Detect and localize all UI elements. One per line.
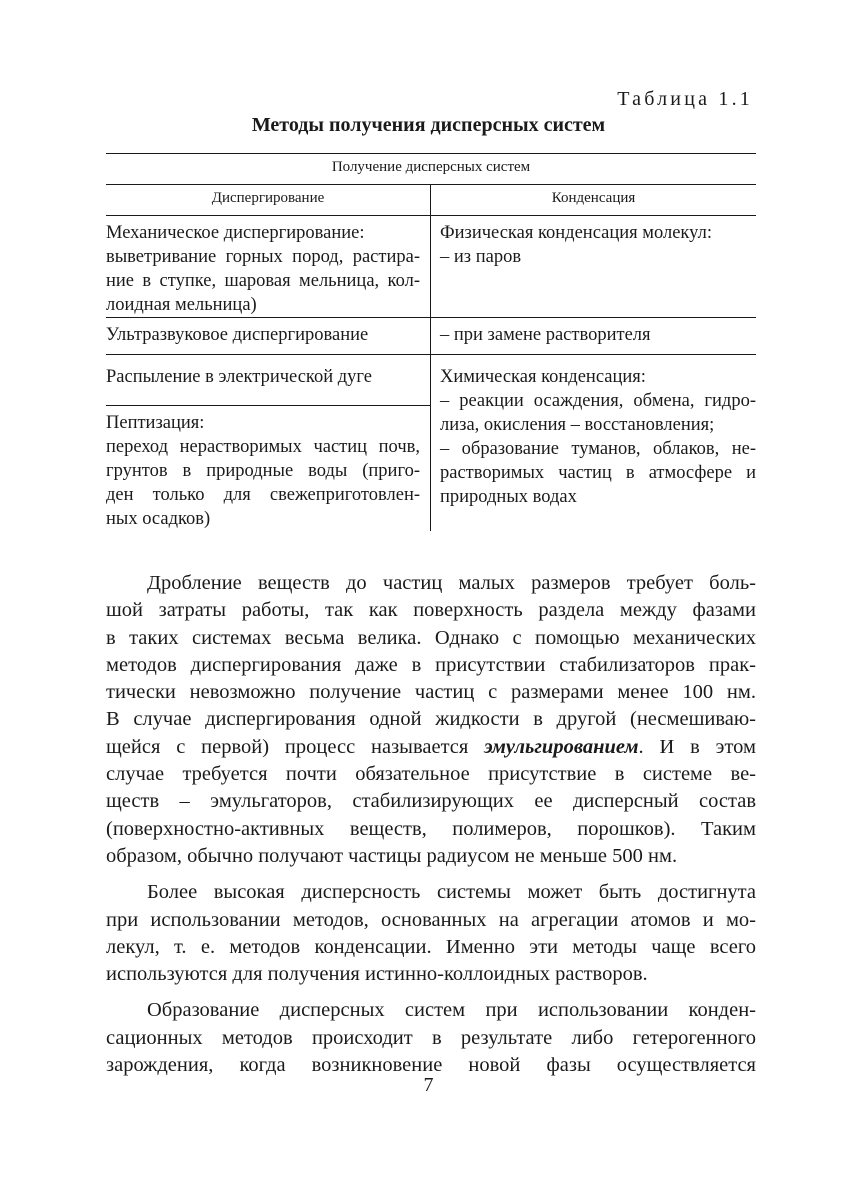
cell-line: Механическое диспергирование:	[106, 223, 365, 243]
text-line: В случае диспергирования одной жидкости в другой (несмешиваю-	[106, 708, 756, 731]
page-number: 7	[423, 1074, 434, 1096]
emphasized-term: эмульгированием	[484, 735, 639, 758]
text-line	[106, 734, 756, 761]
cell-line: Распыление в электрической дуге	[106, 367, 372, 387]
column-header-condensation: Конденсация	[551, 190, 636, 206]
cell-solvent-replacement	[440, 323, 756, 347]
text-line: образом, обычно получают частицы радиусом не меньше 500 нм.	[106, 844, 678, 867]
cell-peptization	[106, 411, 420, 531]
cell-line: Химическая конденсация:	[440, 367, 646, 387]
cell-line: Пептизация:	[106, 413, 205, 433]
cell-line: ние в ступке, шаровая мельница, кол-	[106, 271, 420, 291]
row-rule-1	[106, 317, 756, 318]
cell-mechanical-dispersion	[106, 221, 420, 317]
cell-ultrasonic-dispersion	[106, 323, 420, 347]
cell-line: Физическая конденсация молекул:	[440, 223, 712, 243]
cell-line: – реакции осаждения, обмена, гидро-	[440, 391, 756, 411]
text-line: Образование дисперсных систем при использовании конден-	[147, 999, 756, 1022]
cell-line: растворимых частиц в атмосфере и	[440, 463, 756, 483]
text-line: сационных методов происходит в результате либо гетерогенного	[106, 1026, 756, 1049]
table-top-rule	[106, 153, 756, 154]
cell-line: природных водах	[440, 487, 577, 507]
cell-arc-spraying	[106, 365, 420, 389]
table-header-main: Получение дисперсных систем	[331, 159, 531, 175]
cell-line: грунтов в природные воды (приго-	[106, 461, 420, 481]
header-rule	[106, 184, 756, 185]
paragraph-1	[106, 570, 756, 870]
text-line: Дробление веществ до частиц малых размеров требует боль-	[147, 572, 756, 594]
cell-line: лиза, окисления – восстановления;	[440, 415, 715, 435]
text-line: зарождения, когда возникновение новой фазы осуществляется	[106, 1054, 756, 1077]
text-line: в таких системах весьма велика. Однако с помощью механических	[106, 626, 756, 649]
cell-line: лоидная мельница)	[106, 295, 257, 315]
cell-line: – образование туманов, облаков, не-	[440, 439, 756, 459]
cell-line: – при замене растворителя	[440, 325, 651, 345]
row-rule-3	[106, 405, 430, 406]
text-line: тически невозможно получение частиц с размерами менее 100 нм.	[106, 681, 756, 704]
column-header-dispersion: Диспергирование	[211, 190, 325, 206]
cell-chemical-condensation	[440, 365, 756, 509]
cell-line: выветривание горных пород, растира-	[106, 247, 420, 267]
cell-line: переход нерастворимых частиц почв,	[106, 437, 420, 457]
text-fragment: щейся с первой) процесс называется	[106, 735, 485, 758]
text-fragment: . И в этом	[638, 735, 756, 758]
row-rule-2	[106, 354, 756, 355]
table-label: Таблица 1.1	[617, 88, 753, 110]
methods-table	[106, 153, 756, 531]
cell-line: Ультразвуковое диспергирование	[106, 325, 369, 345]
cell-physical-condensation	[440, 221, 756, 269]
table-title: Методы получения дисперсных систем	[251, 114, 606, 136]
text-line: Более высокая дисперсность системы может быть достигнута	[147, 881, 756, 904]
paragraph-2	[106, 879, 756, 988]
text-line: (поверхностно-активных веществ, полимеров, порошков). Таким	[106, 817, 756, 840]
text-line: используются для получения истинно-коллоидных растворов.	[106, 963, 648, 986]
cell-line: ден только для свежеприготовлен-	[106, 485, 420, 505]
text-line: при использовании методов, основанных на агрегации атомов и мо-	[106, 908, 756, 931]
body-text	[106, 570, 756, 1079]
text-line: случае требуется почти обязательное присутствие в системе ве-	[106, 763, 756, 786]
subheader-rule	[106, 215, 756, 216]
text-line: ществ – эмульгаторов, стабилизирующих ее дисперсный состав	[106, 790, 756, 813]
cell-line: ных осадков)	[106, 509, 211, 529]
text-line: шой затраты работы, так как поверхность раздела между фазами	[106, 599, 756, 622]
text-line: методов диспергирования даже в присутствии стабилизаторов прак-	[106, 653, 756, 676]
text-line: лекул, т. е. методов конденсации. Именно эти методы чаще всего	[106, 935, 756, 958]
paragraph-3	[106, 997, 756, 1079]
cell-line: – из паров	[440, 247, 522, 267]
column-divider	[430, 184, 431, 531]
